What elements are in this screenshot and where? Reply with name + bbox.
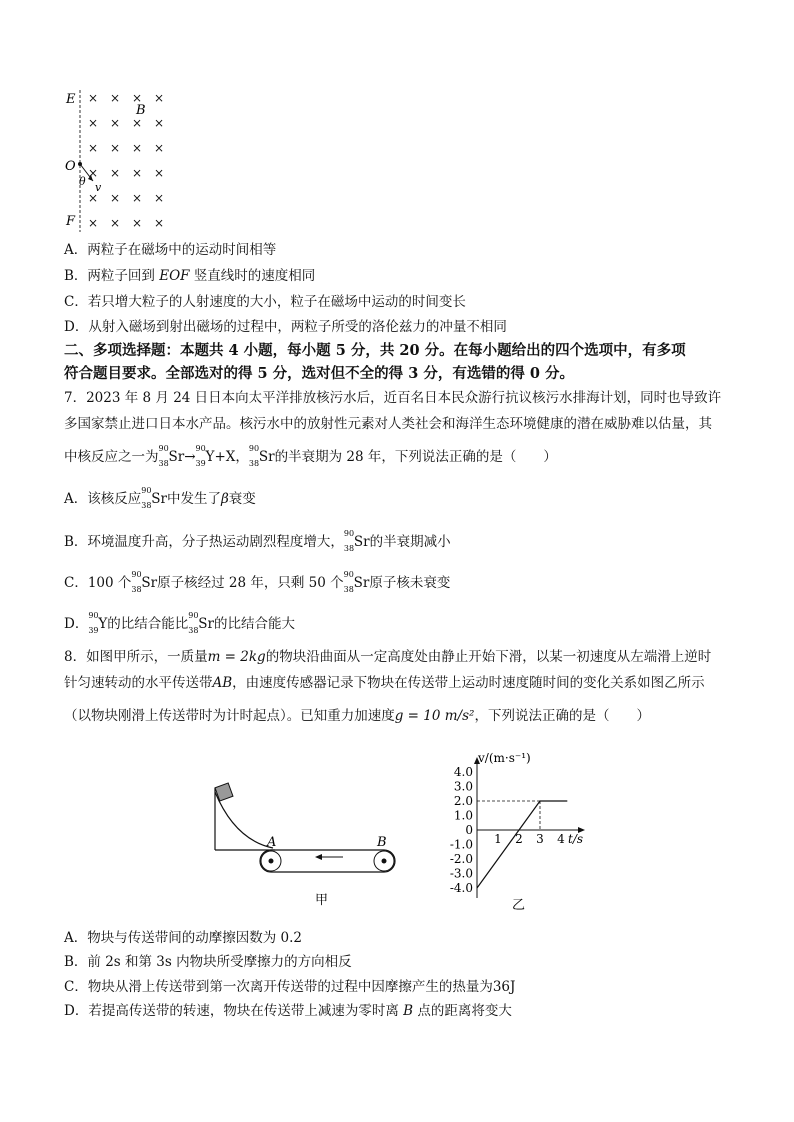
field-x-mark: × [154,91,165,105]
q7-option-c: C．100 个 90 38 Sr原子核经过 28 年，只剩 50 个 90 38 Sr原子核未衰变 [64,570,451,594]
nuclide-y: 90 39 Y [195,444,215,468]
q6-b-pre: B．两粒子回到 [64,268,155,284]
q6-option-d: D．从射入磁场到射出磁场的过程中，两粒子所受的洛伦兹力的冲量不相同 [64,319,507,335]
nuclide-sr: 90 38 Sr [248,444,275,468]
x-tick-label: 2 [515,832,523,846]
field-marks [88,91,164,230]
field-x-mark: × [88,116,99,130]
nuclide-sr: 90 38 Sr [188,611,214,635]
label-v: v [95,181,102,194]
y-tick-label: 1.0 [453,808,473,823]
label-o: O [65,159,76,174]
velocity-time-chart [440,752,590,912]
nuclide-sr: 90 38 Sr [141,486,167,510]
y-tick-label: 3.0 [453,779,473,794]
nuclide-sr: 90 38 Sr [343,570,370,594]
field-x-mark: × [132,141,143,155]
section2-line2: 符合题目要求。全部选对的得 5 分，选对但不全的得 3 分，有选错的得 0 分。 [64,365,575,382]
field-x-mark: × [110,116,121,130]
nuclide-sr: 90 38 Sr [343,529,370,553]
point-a-label: A [267,835,277,850]
x-axis-label: t/s [568,832,584,846]
q6-option-a: A．两粒子在磁场中的运动时间相等 [64,242,277,258]
field-x-mark: × [110,91,121,105]
field-x-mark: × [132,91,143,105]
field-x-mark: × [110,166,121,180]
q7-option-a: A．该核反应 90 38 Sr中发生了β衰变 [64,486,256,510]
belt-direction-arrowhead [315,854,322,860]
label-f: F [66,214,76,229]
conveyor-figure [205,780,405,910]
beta-symbol: β [220,491,229,507]
field-x-mark: × [88,166,99,180]
plus-x: +X， [214,449,249,465]
roller-left-axle [269,859,274,864]
q8-line1: 8．如图甲所示，一质量m = 2kg的物块沿曲面从一定高度处由静止开始下滑，以某一初速度从左端滑上逆时 [64,649,712,665]
field-x-mark: × [88,191,99,205]
g-expression: g = 10 m/s² [394,708,475,724]
belt-ab: AB [212,675,233,691]
field-x-mark: × [132,191,143,205]
field-x-mark: × [88,91,99,105]
field-x-mark: × [154,216,165,230]
q6-option-b [64,264,315,284]
y-tick-label: -3.0 [449,866,473,881]
field-x-mark: × [154,141,165,155]
nuclide-y: 90 39 Y [88,611,108,635]
conveyor-belt [260,850,395,872]
q8-d-var: B [403,1003,414,1019]
q7-line1: 7．2023 年 8 月 24 日日本向太平洋排放核污水后，近百名日本民众游行抗议核污水排海计划，同时也导致许 [64,390,722,406]
x-tick-label: 3 [536,832,544,846]
q8-line2: 针匀速转动的水平传送带AB，由速度传感器记录下物块在传送带上运动时速度随时间的变化关系如图乙所示 [64,675,705,691]
section2-line1: 二、多项选择题：本题共 4 小题，每小题 5 分，共 20 分。在每小题给出的四个选项中，有多项 [64,342,686,359]
x-tick-label: 4 [557,832,565,846]
q7-line3-a: 中核反应之一为 [64,449,159,465]
ramp-curve [215,792,273,848]
point-b-label: B [377,835,387,850]
y-tick-label: 0 [465,823,473,837]
q8-option-d: D．若提高传送带的转速，物块在传送带上减速为零时离 B 点的距离将变大 [64,1003,512,1019]
q7-option-b: B．环境温度升高，分子热运动剧烈程度增大， 90 38 Sr的半衰期减小 [64,529,451,553]
field-x-mark: × [154,116,165,130]
field-x-mark: × [132,166,143,180]
q8-option-b: B．前 2s 和第 3s 内物块所受摩擦力的方向相反 [64,954,352,970]
q8-line3: （以物块刚滑上传送带时为计时起点）。已知重力加速度g = 10 m/s²，下列说法正确的是（ ） [64,708,650,724]
q7-line3-b: 的半衰期为 28 年，下列说法正确的是（ ） [274,449,557,465]
caption-jia: 甲 [315,893,329,908]
y-tick-label: 2.0 [453,794,473,808]
q8-option-c: C．物块从滑上传送带到第一次离开传送带的过程中因摩擦产生的热量为36J [64,979,516,995]
label-e: E [66,92,76,107]
q7-line2: 多国家禁止进口日本水产品。核污水中的放射性元素对人类社会和海洋生态环境健康的潜在威胁难以估量，其 [64,416,712,432]
q8-option-a: A．物块与传送带间的动摩擦因数为 0.2 [64,930,303,946]
field-x-mark: × [110,141,121,155]
q6-option-c: C．若只增大粒子的人射速度的大小，粒子在磁场中运动的时间变长 [64,294,466,310]
field-x-mark: × [132,216,143,230]
reaction-arrow: → [184,449,196,465]
magnetic-field-figure [60,86,180,234]
field-x-mark: × [88,141,99,155]
q7-line3 [64,444,557,468]
mass-expression: m = 2kg [207,649,266,665]
y-tick-label: -2.0 [449,852,473,866]
field-x-mark: × [132,116,143,130]
x-tick-label: 1 [494,832,502,846]
q7-option-d: D． 90 39 Y的比结合能比 90 38 Sr的比结合能大 [64,611,295,635]
y-axis-label: v/(m·s⁻¹) [478,752,531,765]
nuclide-sr: 90 38 Sr [158,444,185,468]
field-x-mark: × [110,216,121,230]
label-b: B [136,103,146,118]
field-x-mark: × [154,191,165,205]
y-tick-label: -1.0 [449,837,473,852]
q6-b-post: 竖直线时的速度相同 [193,268,316,284]
nuclide-sr: 90 38 Sr [131,570,158,594]
caption-yi: 乙 [512,898,526,912]
label-theta: θ [79,175,86,188]
field-x-mark: × [154,166,165,180]
field-x-mark: × [110,191,121,205]
field-x-mark: × [88,216,99,230]
roller-right-axle [382,859,387,864]
y-tick-label: 4.0 [453,765,473,779]
y-tick-label: -4.0 [449,881,473,895]
q6-b-var: EOF [159,268,190,284]
